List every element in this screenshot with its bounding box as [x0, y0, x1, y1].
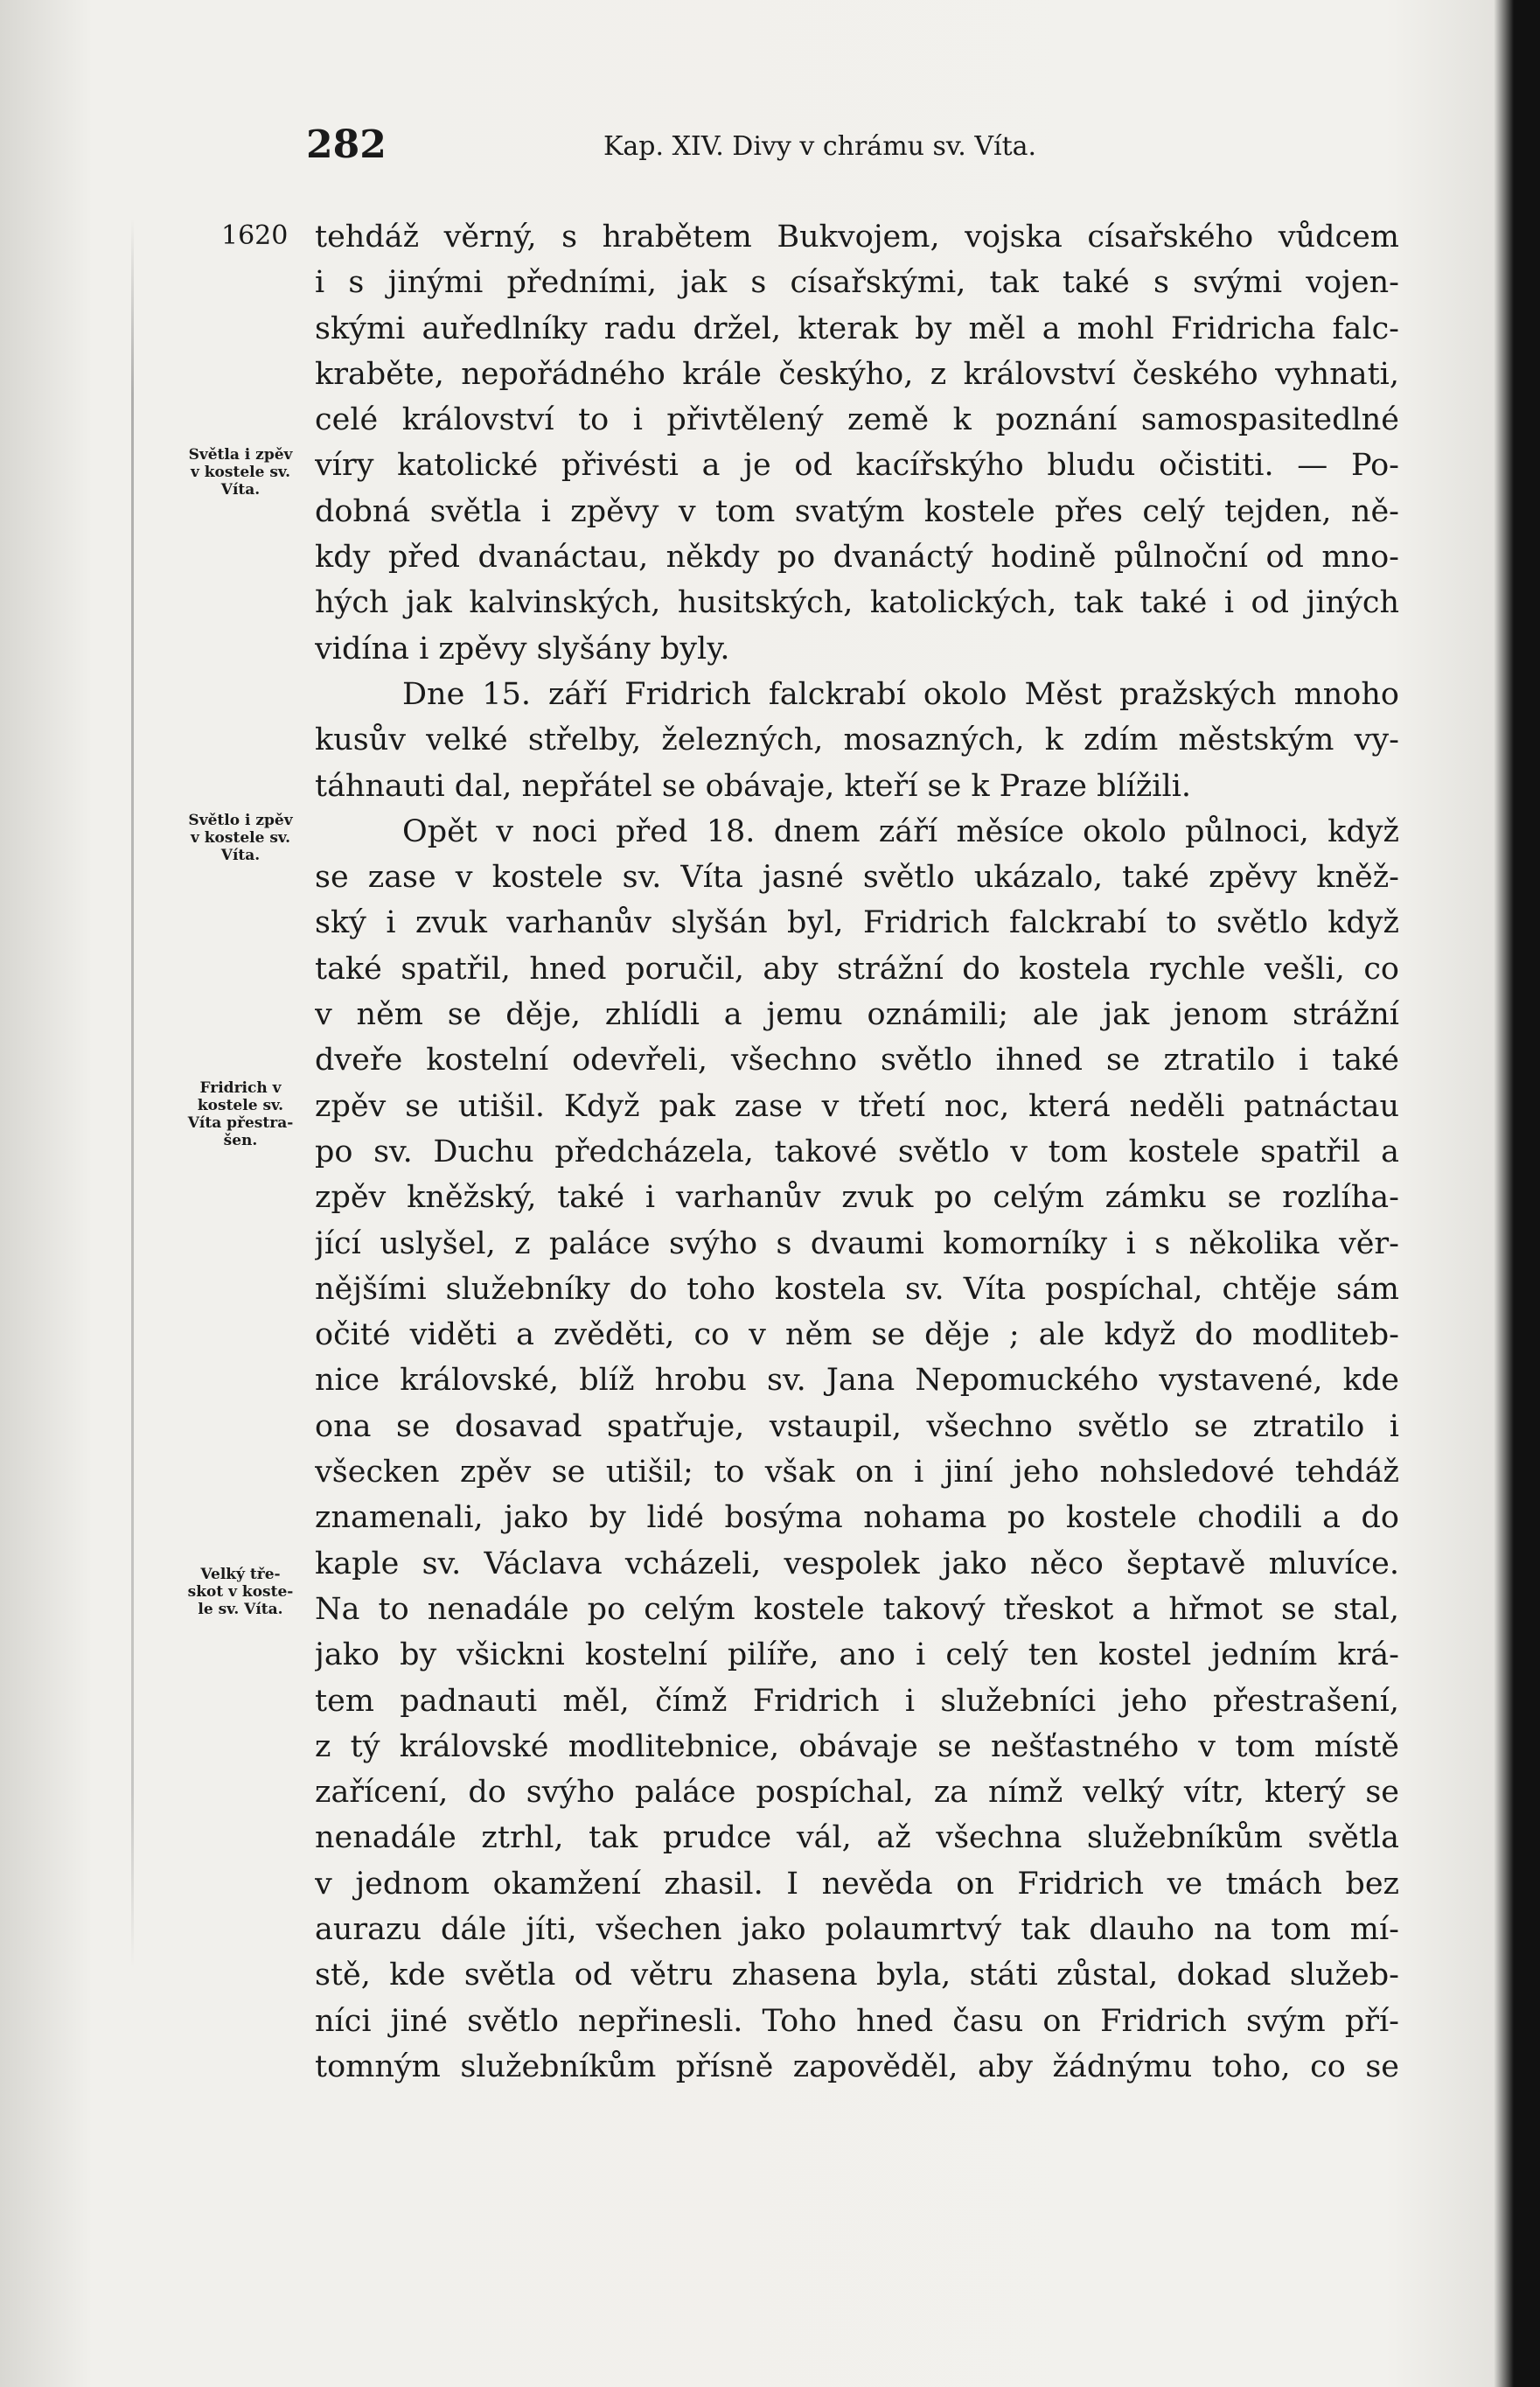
text-line: vidína i zpěvy slyšány byly.: [315, 631, 730, 667]
text-line: zpěv se utišil. Když pak zase v třetí noc, která neděli patnáctau: [315, 1088, 1399, 1124]
page-header: [306, 122, 1399, 175]
text-line: víry katolické přivésti a je od kacířskýho bludu očistiti. — Po-: [315, 448, 1399, 484]
text-line: níci jiné světlo nepřinesli. Toho hned času on Fridrich svým pří-: [315, 2003, 1399, 2039]
text-line: kusův velké střelby, železných, mosazných, k zdím městským vy-: [315, 722, 1399, 758]
text-line: tomným služebníkům přísně zapověděl, aby žádnýmu toho, co se: [315, 2048, 1399, 2084]
margin-note-4: Velký tře- skot v koste- le sv. Víta.: [187, 1566, 294, 1618]
text-line: i s jinými předními, jak s císařskými, tak také s svými vojen-: [315, 265, 1399, 301]
text-line: kdy před dvanáctau, někdy po dvanáctý hodině půlnoční od mno-: [315, 540, 1399, 576]
text-line: se zase v kostele sv. Víta jasné světlo ukázalo, také zpěvy kněž-: [315, 860, 1399, 896]
text-line: kraběte, nepořádného krále českýho, z království českého vyhnati,: [315, 356, 1399, 392]
text-line: po sv. Duchu předcházela, takové světlo v tom kostele spatřil a: [315, 1134, 1399, 1169]
text-line: očité viděti a zvěděti, co v něm se děje ; ale když do modliteb-: [315, 1317, 1399, 1353]
text-line: nějšími služebníky do toho kostela sv. Víta pospíchal, chtěje sám: [315, 1271, 1399, 1307]
text-line: jako by všickni kostelní pilíře, ano i celý ten kostel jedním krá-: [315, 1637, 1399, 1673]
page-number: 282: [306, 122, 387, 167]
margin-note-2: Světlo i zpěv v kostele sv. Víta.: [188, 812, 293, 864]
page-edge-line: [131, 219, 134, 1968]
text-line: zařícení, do svýho paláce pospíchal, za nímž velký vítr, který se: [315, 1775, 1399, 1811]
text-line: Na to nenadále po celým kostele takový třeskot a hřmot se stal,: [315, 1591, 1399, 1627]
text-line: dobná světla i zpěvy v tom svatým kostele přes celý tejden, ně-: [315, 493, 1399, 529]
text-line: znamenali, jako by lidé bosýma nohama po kostele chodili a do: [315, 1500, 1399, 1536]
text-line: hých jak kalvinských, husitských, katolických, tak také i od jiných: [315, 585, 1399, 621]
text-line: nenadále ztrhl, tak prudce vál, až všechna služebníkům světla: [315, 1820, 1399, 1856]
text-line: nice královské, blíž hrobu sv. Jana Nepomuckého vystavené, kde: [315, 1363, 1399, 1399]
text-line: skými auředlníky radu držel, kterak by měl a mohl Fridricha falc-: [315, 311, 1399, 346]
text-line: ský i zvuk varhanův slyšán byl, Fridrich falckrabí to světlo když: [315, 905, 1399, 941]
text-line: také spatřil, hned poručil, aby strážní do kostela rychle vešli, co: [315, 951, 1399, 987]
text-line: dveře kostelní odevřeli, všechno světlo ihned se ztratilo i také: [315, 1043, 1399, 1078]
text-line: stě, kde světla od větru zhasena byla, státi zůstal, dokad služeb-: [315, 1958, 1399, 1993]
text-line: kaple sv. Václava vcházeli, vespolek jako něco šeptavě mluvíce.: [315, 1546, 1399, 1581]
text-line: Opět v noci před 18. dnem září měsíce okolo půlnoci, když: [402, 813, 1399, 849]
text-line: tem padnauti měl, čímž Fridrich i služebníci jeho přestrašení,: [315, 1683, 1399, 1719]
text-line: aurazu dále jíti, všechen jako polaumrtvý tak dlauho na tom mí-: [315, 1911, 1399, 1947]
text-line: všecken zpěv se utišil; to však on i jiní jeho nohsledové tehdáž: [315, 1455, 1399, 1490]
text-line: Dne 15. září Fridrich falckrabí okolo Měst pražských mnoho: [402, 676, 1399, 712]
text-line: táhnauti dal, nepřátel se obávaje, kteří se k Praze blížili.: [315, 768, 1192, 804]
text-line: z tý královské modlitebnice, obávaje se nešťastného v tom místě: [315, 1728, 1399, 1764]
body-text: [315, 214, 1399, 2090]
margin-note-3: Fridrich v kostele sv. Víta přestra- šen.: [187, 1079, 294, 1149]
running-head: Kap. XIV. Divy v chrámu sv. Víta.: [603, 131, 1037, 162]
text-line: jící uslyšel, z paláce svýho s dvaumi komorníky i s několika věr-: [315, 1225, 1399, 1261]
text-line: zpěv kněžský, také i varhanův zvuk po celým zámku se rozlíha-: [315, 1180, 1399, 1216]
text-line: v něm se děje, zhlídli a jemu oznámili; ale jak jenom strážní: [315, 997, 1399, 1033]
text-line: celé království to i přivtělený země k poznání samospasitedlné: [315, 402, 1399, 438]
text-line: v jednom okamžení zhasil. I nevěda on Fridrich ve tmách bez: [315, 1866, 1399, 1902]
margin-note-1: Světla i zpěv v kostele sv. Víta.: [188, 446, 293, 499]
text-line: tehdáž věrný, s hrabětem Bukvojem, vojska císařského vůdcem: [315, 220, 1399, 255]
text-line: ona se dosavad spatřuje, vstaupil, všechno světlo se ztratilo i: [315, 1408, 1399, 1444]
margin-year: 1620: [221, 220, 289, 251]
